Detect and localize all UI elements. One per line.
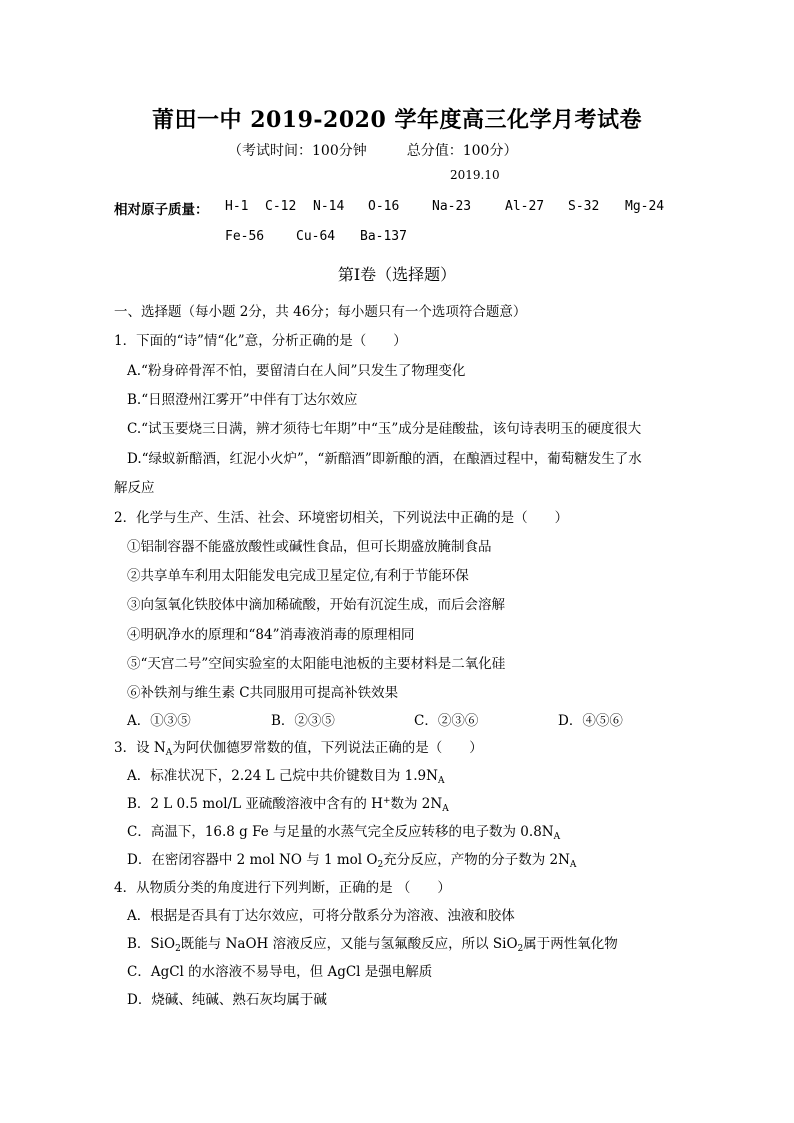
q3-stem-subscript: A: [165, 748, 173, 758]
atomic-mass-label: 相对原子质量：: [114, 202, 209, 218]
q2-option-c: C．②③⑥: [414, 713, 479, 729]
q1-option-d: D.“绿蚁新醅酒，红泥小火炉”，“新醅酒”即新酿的酒，在酿酒过程中，葡萄糖发生了水: [127, 451, 642, 467]
atomic-mass-fe: Fe-56: [225, 229, 265, 244]
q4-option-b-text-end: 属于两性氧化物: [523, 936, 618, 952]
exam-time: （考试时间：100分钟: [228, 143, 367, 159]
q2-option-d: D．④⑤⑥: [558, 713, 623, 729]
q1-option-d-cont: 解反应: [114, 480, 155, 496]
exam-total-score: 总分值：100分）: [406, 143, 518, 159]
q4-option-b-text-mid: 既能与 NaOH 溶液反应，又能与氢氟酸反应，所以 SiO: [180, 936, 518, 952]
q1-option-b: B.“日照澄州江雾开”中伴有丁达尔效应: [127, 392, 358, 408]
exam-subtitle: [228, 140, 517, 160]
exam-date: 2019.10: [450, 168, 500, 182]
q4-option-b-subscript-1: 2: [175, 944, 181, 954]
q2-statement-4: ④明矾净水的原理和“84”消毒液消毒的原理相同: [127, 627, 415, 643]
q4-option-b: [127, 935, 618, 953]
q3-option-d-text: D．在密闭容器中 2 mol NO 与 1 mol O: [127, 852, 378, 868]
q1-stem: 1．下面的“诗”情“化”意，分析正确的是（ ）: [114, 333, 407, 349]
q3-option-c-subscript: A: [553, 832, 561, 842]
q3-option-b-text: B．2 L 0.5 mol/L 亚硫酸溶液中含有的 H: [127, 796, 383, 812]
q3-option-d-subscript-na: A: [569, 860, 577, 870]
atomic-mass-cu: Cu-64: [296, 229, 336, 244]
q3-option-a-text: A．标准状况下，2.24 L 己烷中共价键数目为 1.9N: [127, 768, 438, 784]
q4-option-b-text: B．SiO: [127, 936, 176, 952]
q2-option-b: B．②③⑤: [271, 713, 335, 729]
section-title: 第Ⅰ卷（选择题）: [337, 265, 457, 284]
q2-option-a: A．①③⑤: [127, 713, 191, 729]
exam-title: 莆田一中 2019-2020 学年度高三化学月考试卷: [152, 107, 642, 133]
q2-statement-1: ①铝制容器不能盛放酸性或碱性食品，但可长期盛放腌制食品: [127, 539, 492, 555]
atomic-mass-n: N-14: [313, 199, 345, 214]
q3-option-b-text-end: 数为 2N: [390, 796, 443, 812]
instruction: 一、选择题（每小题 2分，共 46分；每小题只有一个选项符合题意）: [114, 304, 527, 320]
q4-option-a: A．根据是否具有丁达尔效应，可将分散系分为溶液、浊液和胶体: [127, 908, 515, 924]
q1-option-c: C.“试玉要烧三日满，辨才须待七年期”中“玉”成分是硅酸盐，该句诗表明玉的硬度很大: [127, 421, 642, 437]
atomic-mass-o: O-16: [368, 199, 400, 214]
q3-option-d: [127, 851, 576, 869]
atomic-mass-h: H-1: [225, 199, 249, 214]
atomic-mass-mg: Mg-24: [625, 199, 665, 214]
atomic-mass-c: C-12: [265, 199, 297, 214]
q3-stem-text-end: 为阿伏伽德罗常数的值，下列说法正确的是（ ）: [172, 740, 483, 756]
q4-stem: 4．从物质分类的角度进行下列判断，正确的是 （ ）: [114, 880, 451, 896]
q2-statement-6: ⑥补铁剂与维生素 C共同服用可提高补铁效果: [127, 685, 399, 701]
q3-option-a: [127, 767, 444, 785]
q4-option-c: C．AgCl 的水溶液不易导电，但 AgCl 是强电解质: [127, 964, 433, 980]
atomic-mass-na: Na-23: [432, 199, 472, 214]
q2-stem: 2．化学与生产、生活、社会、环境密切相关，下列说法中正确的是（ ）: [114, 510, 569, 526]
q1-option-a: A.“粉身碎骨浑不怕，要留清白在人间”只发生了物理变化: [127, 363, 466, 379]
atomic-mass-s: S-32: [568, 199, 600, 214]
atomic-mass-al: Al-27: [505, 199, 545, 214]
q3-option-d-subscript-o2: 2: [377, 860, 384, 870]
q3-stem: [114, 739, 483, 757]
q2-statement-5: ⑤“天宫二号”空间实验室的太阳能电池板的主要材料是二氧化硅: [127, 656, 506, 672]
q3-option-b-subscript: A: [442, 804, 449, 814]
q2-statement-3: ③向氢氧化铁胶体中滴加稀硫酸，开始有沉淀生成，而后会溶解: [127, 597, 505, 613]
q2-statement-2: ②共享单车利用太阳能发电完成卫星定位,有利于节能环保: [127, 568, 469, 584]
q3-option-a-subscript: A: [437, 776, 445, 786]
q4-option-d: D．烧碱、纯碱、熟石灰均属于碱: [127, 992, 327, 1008]
q3-option-c-text: C．高温下，16.8 g Fe 与足量的水蒸气完全反应转移的电子数为 0.8N: [127, 824, 554, 840]
atomic-mass-ba: Ba-137: [360, 229, 407, 244]
q3-stem-text: 3．设 N: [114, 740, 166, 756]
q3-option-d-text-end: 充分反应，产物的分子数为 2N: [383, 852, 570, 868]
q4-option-b-subscript-2: 2: [517, 944, 524, 954]
q3-option-b: [127, 795, 449, 813]
q3-option-b-superscript: +: [382, 796, 391, 806]
q3-option-c: [127, 823, 560, 841]
